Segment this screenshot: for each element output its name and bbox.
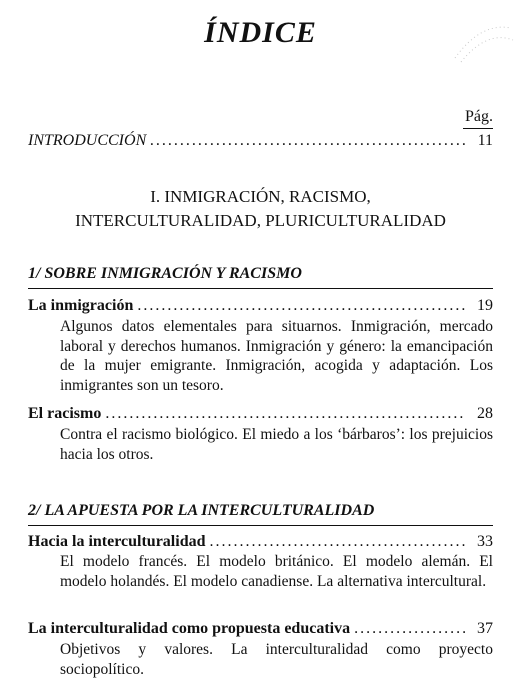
toc-entry-description: Algunos datos elementales para situarnos. Inmigración, mercado laboral y derechos humanos. Inmigración y género: la emancipación de la mujer emigrante. Inmigración, acogida y adaptación. Los inmigrantes son un tesoro. [60,318,493,394]
toc-entry [28,533,493,551]
toc-entry-label: INTRODUCCIÓN [28,132,147,149]
page-title: ÍNDICE [204,16,317,49]
library-stamp-mark [451,18,515,64]
toc-entry-page: 28 [477,405,493,422]
toc-entry [28,405,493,423]
leader-dots [105,405,465,423]
leader-dots [137,297,465,315]
toc-entry [28,620,493,638]
section-heading-2: 2/ LA APUESTA POR LA INTERCULTURALIDAD [28,502,375,519]
leader-dots [209,533,465,551]
toc-entry-label: El racismo [28,405,102,422]
toc-entry-label: La interculturalidad como propuesta educativa [28,620,351,637]
page-column-rule [463,128,493,129]
section-heading-1: 1/ SOBRE INMIGRACIÓN Y RACISMO [28,265,302,282]
toc-entry-introduction [28,132,493,150]
part-heading-line-1: I. INMIGRACIÓN, RACISMO, [150,187,371,206]
toc-entry-page: 37 [477,620,493,637]
part-heading-line-2: INTERCULTURALIDAD, PLURICULTURALIDAD [75,211,446,230]
toc-entry-description: Objetivos y valores. La interculturalidad como proyecto sociopolítico. [60,641,493,678]
section-rule-2 [28,525,493,526]
page-column-label: Pág. [465,108,493,125]
toc-entry-description: El modelo francés. El modelo británico. El modelo alemán. El modelo holandés. El modelo canadiense. La alternativa intercultural. [60,553,493,590]
leader-dots [150,132,465,150]
toc-entry-page: 19 [477,297,493,314]
toc-entry-description: Contra el racismo biológico. El miedo a los ‘bárbaros’: los prejuicios hacia los otros. [60,426,493,463]
part-heading [0,185,521,233]
toc-entry-label: Hacia la interculturalidad [28,533,206,550]
toc-entry-label: La inmigración [28,297,134,314]
toc-entry-page: 33 [477,533,493,550]
toc-entry-page: 11 [477,132,493,149]
toc-entry [28,297,493,315]
section-rule-1 [28,288,493,289]
leader-dots [354,620,465,638]
